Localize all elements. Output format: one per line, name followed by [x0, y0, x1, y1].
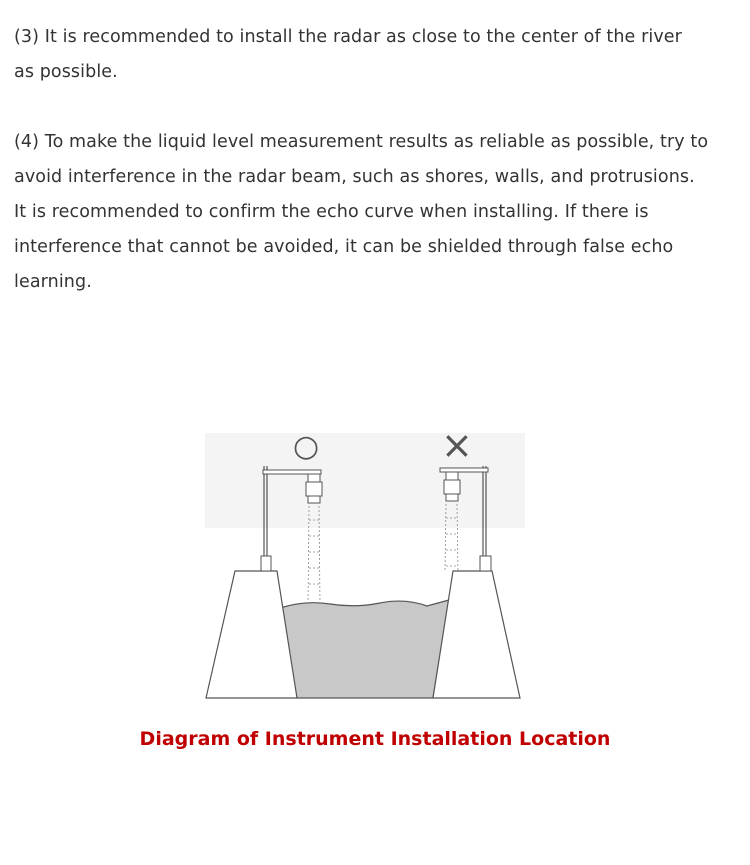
water-body: [280, 600, 449, 698]
right-mount-base: [480, 556, 491, 571]
installation-diagram: [205, 428, 525, 703]
right-bank: [433, 571, 520, 698]
paragraph-4-line: (4) To make the liquid level measurement results as reliable as possible, try to: [14, 132, 709, 152]
correct-mark-icon: ○: [293, 429, 320, 464]
paragraph-3-line: as possible.: [14, 62, 118, 82]
diagram-caption: Diagram of Instrument Installation Location: [139, 728, 611, 750]
left-bank: [206, 571, 297, 698]
paragraph-3: [14, 20, 734, 90]
paragraph-4-line: interference that cannot be avoided, it can be shielded through false echo: [14, 237, 674, 257]
left-mount-base: [261, 556, 271, 571]
left-arm: [263, 470, 321, 474]
paragraph-3-line: (3) It is recommended to install the radar as close to the center of the river: [14, 27, 682, 47]
wrong-mark-icon: ×: [441, 428, 473, 467]
left-radar-sensor: [306, 474, 322, 503]
paragraph-4-line: avoid interference in the radar beam, such as shores, walls, and protrusions.: [14, 167, 695, 187]
right-arm: [440, 468, 488, 472]
diagram-background: [205, 433, 525, 528]
paragraph-4-line: learning.: [14, 272, 92, 292]
paragraph-4-line: It is recommended to confirm the echo curve when installing. If there is: [14, 202, 649, 222]
right-radar-sensor: [444, 472, 460, 501]
paragraph-4: [14, 125, 734, 300]
